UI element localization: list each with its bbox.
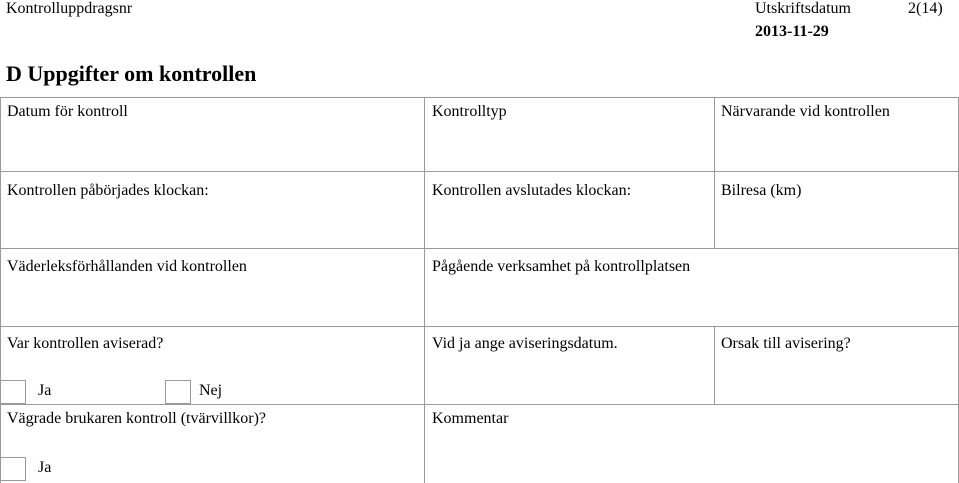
comment-label: Kommentar: [432, 410, 509, 427]
row-divider: [0, 326, 959, 327]
column-divider: [424, 97, 425, 404]
column-divider: [714, 97, 715, 248]
announced-no-label: Nej: [199, 382, 223, 399]
form-left-border: [0, 97, 1, 483]
page-number: 2(14): [908, 0, 943, 17]
inspection-type-label: Kontrolltyp: [432, 103, 507, 120]
row-divider: [0, 248, 959, 249]
refused-inspection-label: Vägrade brukaren kontroll (tvärvillkor)?: [7, 410, 267, 427]
announced-yes-label: Ja: [38, 382, 52, 399]
present-at-inspection-label: Närvarande vid kontrollen: [721, 103, 890, 120]
print-date-value: 2013-11-29: [755, 23, 829, 40]
car-travel-label: Bilresa (km): [721, 182, 802, 199]
announcement-reason-label: Orsak till avisering?: [721, 335, 851, 352]
end-time-label: Kontrollen avslutades klockan:: [432, 182, 632, 199]
announced-yes-checkbox[interactable]: [0, 380, 26, 404]
row-divider: [0, 171, 959, 172]
assignment-number-label: Kontrolluppdragsnr: [6, 0, 133, 17]
section-title: D Uppgifter om kontrollen: [6, 61, 257, 86]
weather-conditions-label: Väderleksförhållanden vid kontrollen: [7, 258, 247, 275]
row-divider: [0, 404, 959, 405]
date-of-inspection-label: Datum för kontroll: [7, 103, 128, 120]
was-announced-label: Var kontrollen aviserad?: [7, 335, 164, 352]
print-date-label: Utskriftsdatum: [755, 0, 851, 17]
start-time-label: Kontrollen påbörjades klockan:: [7, 182, 209, 199]
column-divider: [714, 326, 715, 404]
refused-yes-label: Ja: [38, 459, 52, 476]
column-divider: [424, 404, 425, 483]
announcement-date-label: Vid ja ange aviseringsdatum.: [432, 335, 618, 352]
form-top-border: [0, 97, 959, 98]
refused-yes-checkbox[interactable]: [0, 457, 26, 481]
ongoing-activity-label: Pågående verksamhet på kontrollplatsen: [432, 258, 691, 275]
announced-no-checkbox[interactable]: [165, 380, 191, 404]
